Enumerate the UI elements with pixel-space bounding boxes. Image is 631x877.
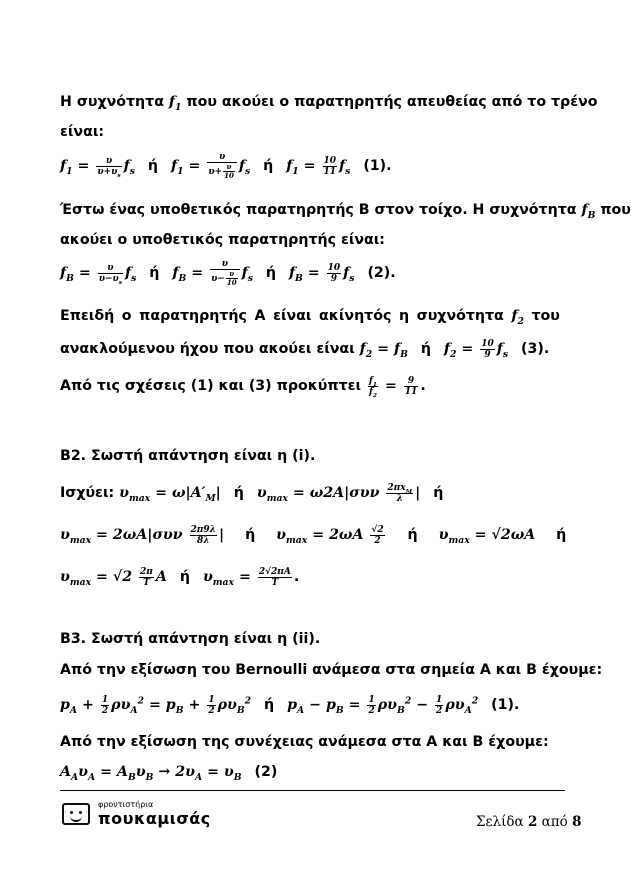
equation: $\upsilon_{max} = 2\omega A|\sigma\upsilon\nu$ $\frac{2\pi 9\lambda}{8\lambda}$ | ή $\upsilon_{max} = 2\omega A$ $\frac{√2}{2}$ ή $\upsilon_{max} = √2\omega A$ ή <box>60 524 567 546</box>
text-line: Έστω ένας υποθετικός παρατηρητής Β στον τοίχο. Η συχνότητα $f_B$ που <box>60 202 631 221</box>
equation: Ισχύει: $\upsilon_{max} = \omega|A'_M|$ ή $\upsilon_{max} = \omega 2A|\sigma\upsilon\nu$ $\frac{2\pi x_M}{\lambda}$ | ή <box>60 482 444 504</box>
footer-divider <box>60 790 565 791</box>
equation: $f_1$ = $\frac{\upsilon}{\upsilon+\upsilon_s}$ $f_s$ ή $f_1$ = υ υ+ $\frac{\upsilon}{10}$ $f_s$ ή $f_1$ = $\frac{10}{11}$ $f_s$ (1). <box>60 152 392 180</box>
text-line: Από την εξίσωση της συνέχειας ανάμεσα στα Α και Β έχουμε: <box>60 734 549 750</box>
text-line: Από την εξίσωση του Bernoulli ανάμεσα στα σημεία Α και Β έχουμε: <box>60 662 603 678</box>
logo-subtitle: φροντιστήρια <box>98 800 154 809</box>
equation: $p_A$ + $\frac{1}{2}$ $\rho\upsilon_A^2 = p_B$ + $\frac{1}{2}$ $\rho\upsilon_B^2$ ή $p_A - p_B$ = $\frac{1}{2}$ $\rho\upsilon_B^2$ − $\frac{1}{2}$ $\rho\upsilon_A^2$ (1). <box>60 694 520 716</box>
section-title: Β2. Σωστή απάντηση είναι η (i). <box>60 448 316 464</box>
publisher-logo <box>62 800 212 830</box>
equation: $A_A\upsilon_A = A_B\upsilon_B \to 2\upsilon_A = \upsilon_B$ (2) <box>60 764 278 783</box>
smiley-icon <box>62 803 90 825</box>
equation: $f_B$ = $\frac{\upsilon}{\upsilon-\upsilon_s}$ $f_s$ ή $f_B$ = υ υ− $\frac{\upsilon}{10}$ $f_s$ ή $f_B$ = $\frac{10}{9}$ $f_s$ (2). <box>60 259 396 287</box>
text-line: Η συχνότητα $f_1$ που ακούει ο παρατηρητής απευθείας από το τρένο <box>60 94 598 113</box>
page-number: Σελίδα 2 από 8 <box>476 814 582 830</box>
text-line: ακούει ο υποθετικός παρατηρητής είναι: <box>60 232 385 248</box>
text-line: Από τις σχέσεις (1) και (3) προκύπτει $\frac{f_1}{f_2}$ = $\frac{9}{11}$ . <box>60 375 426 399</box>
logo-name: πουκαμισάς <box>98 809 211 828</box>
text-line: ανακλούμενου ήχου που ακούει είναι $f_2 = f_B$ ή $f_2$ = $\frac{10}{9}$ $f_s$ (3). <box>60 338 550 360</box>
text-line: Επειδή ο παρατηρητής Α είναι ακίνητός η συχνότητα $f_2$ του <box>60 308 560 327</box>
text-line: είναι: <box>60 124 105 140</box>
equation: $\upsilon_{max} = √2$ $\frac{2\pi}{T}$ A ή $\upsilon_{max}$ = $\frac{2√2\pi A}{T}$ . <box>60 566 300 588</box>
section-title: Β3. Σωστή απάντηση είναι η (ii). <box>60 631 321 647</box>
